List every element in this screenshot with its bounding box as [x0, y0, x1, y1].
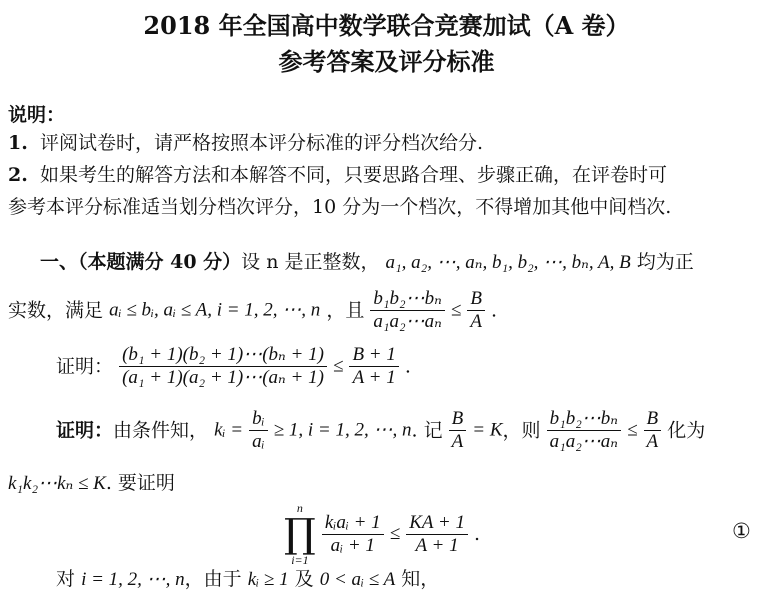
- problem-line-1: [40, 249, 694, 276]
- product-lower: i=1: [291, 553, 309, 567]
- proof-k-tail: ≥ 1, i = 1, 2, ⋯, n: [273, 419, 412, 441]
- prove-leq: ≤: [332, 355, 344, 377]
- prove-fraction-right: [349, 344, 398, 389]
- problem-fraction-2-num: B: [467, 288, 485, 311]
- proof-ratio-fraction: [547, 408, 621, 453]
- problem-text-1: 设 n 是正整数，: [241, 251, 380, 273]
- proof-line-2: [8, 470, 175, 497]
- proof-k-num: bᵢ: [249, 408, 268, 431]
- proof-text-3: ，则: [502, 419, 541, 442]
- proof-label: 证明：: [56, 419, 114, 442]
- last-and: 及: [294, 568, 314, 590]
- proof-line2-text: . 要证明: [105, 472, 175, 494]
- prove-fraction-left-num: (b₁ + 1)(b₂ + 1)⋯(bₙ + 1): [119, 344, 327, 367]
- proof-text-2: . 记: [411, 419, 443, 442]
- product-symbol: ∏: [284, 511, 316, 557]
- problem-fraction-1: [370, 288, 444, 333]
- proof-K-tail: = K: [472, 419, 503, 441]
- last-math-3: 0 < aᵢ ≤ A: [319, 569, 396, 590]
- product-upper: n: [296, 501, 303, 515]
- problem-leq: ≤: [450, 299, 462, 321]
- prove-fraction-left: [119, 344, 327, 389]
- prove-fraction-right-den: A + 1: [352, 367, 396, 388]
- title-line-1: 2018 年全国高中数学联合竞赛加试（A 卷）: [143, 11, 630, 40]
- proof-k-expr: kᵢ =: [214, 419, 244, 441]
- proof-ratio2-den: A: [646, 431, 659, 452]
- proof-ratio2-fraction: [644, 408, 662, 453]
- problem-line2-mid: ，且: [326, 299, 365, 322]
- product-left-den: aᵢ + 1: [330, 534, 375, 556]
- proof-K-den: A: [451, 431, 464, 452]
- problem-line-2: [8, 288, 497, 333]
- product-period: .: [474, 523, 481, 545]
- last-math-2: kᵢ ≥ 1: [247, 569, 289, 590]
- note-item-2: [8, 162, 667, 188]
- last-math-1: i = 1, 2, ⋯, n: [81, 569, 185, 590]
- product-right-num: KA + 1: [406, 512, 468, 535]
- product-operator: [284, 502, 316, 566]
- problem-period: .: [491, 299, 498, 322]
- proof-k-den: aᵢ: [252, 431, 265, 452]
- prove-fraction-right-num: B + 1: [349, 344, 398, 367]
- last-pre: 对: [56, 568, 76, 590]
- prove-period: .: [404, 355, 411, 378]
- note-item-1-text: 评阅试卷时，请严格按照本评分标准的评分档次给分.: [39, 132, 483, 154]
- problem-text-2: 均为正: [636, 251, 694, 273]
- product-inequality: [284, 502, 480, 566]
- product-leq: ≤: [389, 523, 401, 544]
- last-end: 知，: [401, 568, 440, 590]
- problem-fraction-1-num: b₁b₂⋯bₙ: [370, 288, 444, 311]
- proof-text-4: 化为: [667, 419, 706, 442]
- product-fraction-right: [406, 512, 468, 557]
- prove-label: 证明：: [56, 355, 114, 378]
- title-line-2: 参考答案及评分标准: [278, 47, 495, 76]
- proof-ratio-den: a₁a₂⋯aₙ: [549, 431, 619, 452]
- product-right-den: A + 1: [415, 534, 459, 556]
- proof-k-fraction: [249, 408, 268, 453]
- problem-label: 一、（本题满分 40 分）: [40, 251, 242, 273]
- problem-prove: [56, 344, 411, 389]
- proof-ratio2-num: B: [644, 408, 662, 431]
- problem-sequence: a₁, a₂, ⋯, aₙ, b₁, b₂, ⋯, bₙ, A, B: [385, 252, 631, 273]
- product-fraction-left: [322, 512, 384, 557]
- problem-fraction-2: [467, 288, 485, 333]
- proof-line-1: [56, 408, 705, 453]
- note-item-1: [8, 130, 483, 156]
- proof-K-num: B: [449, 408, 467, 431]
- prove-fraction-left-den: (a₁ + 1)(a₂ + 1)⋯(aₙ + 1): [122, 367, 324, 388]
- notes-heading: 说明：: [8, 104, 66, 126]
- equation-tag: ①: [732, 519, 751, 543]
- proof-ratio-num: b₁b₂⋯bₙ: [547, 408, 621, 431]
- note-item-1-num: 1.: [8, 132, 28, 154]
- note-item-2-num: 2.: [8, 164, 28, 186]
- proof-last-line: [56, 566, 439, 593]
- proof-text-1: 由条件知，: [113, 419, 209, 442]
- proof-ratio-leq: ≤: [627, 419, 638, 441]
- problem-fraction-2-den: A: [470, 311, 482, 332]
- proof-line2-math: k₁k₂⋯kₙ ≤ K: [8, 473, 106, 494]
- note-item-2-text: 如果考生的解答方法和本解答不同，只要思路合理、步骤正确，在评卷时可: [39, 164, 667, 186]
- note-item-2-cont: 参考本评分标准适当划分档次评分，10 分为一个档次，不得增加其他中间档次.: [8, 196, 672, 218]
- product-left-num: kᵢaᵢ + 1: [322, 512, 384, 535]
- problem-line2-pre: 实数，满足: [8, 299, 104, 322]
- problem-condition: aᵢ ≤ bᵢ, aᵢ ≤ A, i = 1, 2, ⋯, n: [109, 299, 321, 321]
- proof-K-fraction: [449, 408, 467, 453]
- last-mid: ，由于: [184, 568, 242, 590]
- problem-fraction-1-den: a₁a₂⋯aₙ: [373, 311, 442, 332]
